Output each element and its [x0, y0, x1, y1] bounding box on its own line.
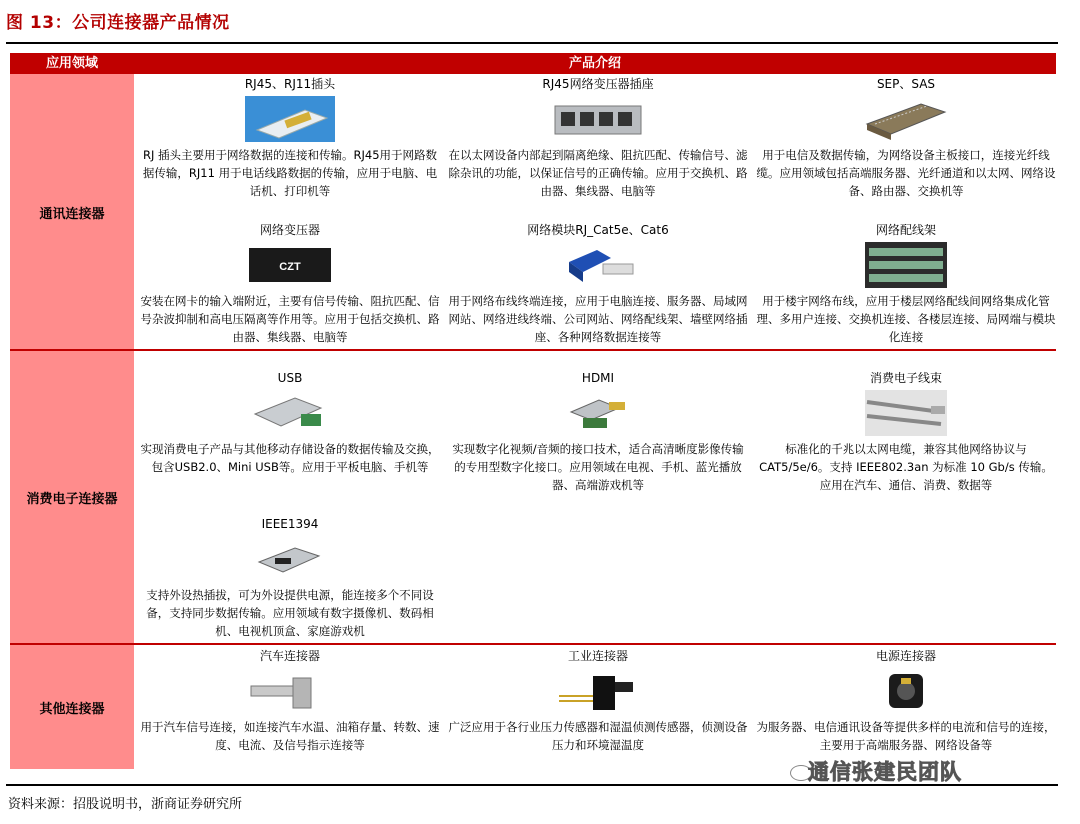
- product-name: SEP、SAS: [876, 77, 936, 91]
- product-description: 用于汽车信号连接，如连接汽车水温、油箱存量、转数、速度、电流、及信号指示连接等: [140, 720, 440, 752]
- product-description: 用于网络布线终端连接，应用于电脑连接、服务器、局域网网站、网络进线终端、公司网站、网络配线架、墙壁网络插座、各种网络数据连接等: [448, 294, 748, 344]
- product-name: 电源连接器: [875, 649, 936, 663]
- product-description: 在以太网设备内部起到隔离绝缘、阻抗匹配、传输信号、滤除杂讯的功能，以保证信号的正确传输。应用于交换机、路由器、集线器、电脑等: [448, 148, 748, 198]
- row-separator: [10, 349, 1056, 351]
- product-power-connector: [756, 648, 1056, 754]
- product-name: 消费电子线束: [869, 371, 942, 385]
- category-consumer: 消费电子连接器: [10, 351, 134, 644]
- product-name: 工业连接器: [567, 649, 628, 663]
- hdmi-connector-photo-icon: [553, 390, 643, 436]
- product-description: 为服务器、电信通讯设备等提供多样的电流和信号的连接，主要用于高端服务器、网络设备等: [756, 720, 1056, 752]
- ieee1394-connector-photo-icon: [245, 536, 335, 582]
- industrial-connector-photo-icon: [553, 668, 643, 714]
- header-domain: 应用领域: [45, 56, 98, 71]
- product-cable-harness: [756, 370, 1056, 494]
- product-ieee1394: [140, 516, 440, 640]
- product-sep-sas: [756, 76, 1056, 200]
- watermark: 通信张建民团队: [808, 760, 962, 784]
- product-description: 安装在网卡的输入端附近，主要有信号传输、阻抗匹配、信号杂波抑制和高电压隔离等作用等。应用于包括交换机、路由器、集线器、电脑等: [140, 294, 440, 344]
- product-description: 用于楼宇网络布线，应用于楼层网络配线间网络集成化管理、多用户连接、交换机连接、各楼层连接、局网端与模块化连接: [756, 294, 1056, 344]
- rj45-transformer-socket-photo-icon: [553, 96, 643, 142]
- category-other: 其他连接器: [10, 645, 134, 769]
- product-name: 汽车连接器: [259, 649, 320, 663]
- product-description: RJ 插头主要用于网络数据的连接和传输。RJ45用于网路数据传输，RJ11 用于电话线路数据的传输，应用于电脑、电话机、打印机等: [142, 148, 438, 198]
- product-description: 广泛应用于各行业压力传感器和湿温侦测传感器，侦测设备压力和环境湿温度: [448, 720, 748, 752]
- product-automotive-connector: [140, 648, 440, 754]
- product-name: 网络变压器: [259, 223, 320, 237]
- top-rule: [6, 42, 1058, 44]
- figure-title: 图 13：公司连接器产品情况: [6, 13, 230, 33]
- product-name: IEEE1394: [261, 517, 319, 531]
- product-network-module: [448, 222, 748, 346]
- product-rj45-rj11-plug: [140, 76, 440, 200]
- product-hdmi: [448, 370, 748, 494]
- cable-harness-photo-icon: [861, 390, 951, 436]
- product-network-transformer: [140, 222, 440, 346]
- network-module-photo-icon: [553, 242, 643, 288]
- automotive-connector-photo-icon: [245, 668, 335, 714]
- usb-connector-photo-icon: [245, 390, 335, 436]
- product-description: 实现消费电子产品与其他移动存储设备的数据传输及交换，包含USB2.0、Mini USB等。应用于平板电脑、手机等: [140, 442, 440, 474]
- product-industrial-connector: [448, 648, 748, 754]
- category-telecom: 通讯连接器: [10, 74, 134, 350]
- product-description: 用于电信及数据传输，为网络设备主板接口，连接光纤线缆。应用领域包括高端服务器、光纤通道和以太网、网络设备、路由器、交换机等: [756, 148, 1056, 198]
- sep-sas-connector-photo-icon: [861, 96, 951, 142]
- product-rj45-transformer-socket: [448, 76, 748, 200]
- product-patch-panel: [756, 222, 1056, 346]
- product-name: HDMI: [581, 371, 615, 385]
- source-note: 资料来源：招股说明书，浙商证券研究所: [8, 797, 243, 812]
- product-name: RJ45网络变压器插座: [542, 77, 654, 91]
- product-description: 实现数字化视频/音频的接口技术，适合高清晰度影像传输的专用型数字化接口。应用领域在电视、手机、蓝光播放器、高端游戏机等: [452, 442, 744, 492]
- network-transformer-photo-icon: [245, 242, 335, 288]
- power-connector-photo-icon: [861, 668, 951, 714]
- chip-label: CZT: [279, 261, 301, 273]
- header-products: 产品介绍: [568, 56, 621, 71]
- patch-panel-photo-icon: [861, 242, 951, 288]
- product-name: USB: [277, 371, 303, 385]
- table-header: [10, 53, 1056, 74]
- product-name: 网络配线架: [875, 223, 936, 237]
- product-usb: [140, 370, 440, 476]
- rj45-plug-photo-icon: [245, 96, 335, 142]
- row-separator: [10, 643, 1056, 645]
- product-description: 支持外设热插拔，可为外设提供电源，能连接多个不同设备，支持同步数据传输。应用领域有数字摄像机、数码相机、电视机顶盒、家庭游戏机: [146, 588, 434, 638]
- product-description: 标准化的千兆以太网电缆，兼容其他网络协议与CAT5/5e/6。支持 IEEE802.3an 为标准 10 Gb/s 传输。应用在汽车、通信、消费、数据等: [759, 442, 1053, 492]
- product-name: RJ45、RJ11插头: [244, 77, 336, 91]
- product-name: 网络模块RJ_Cat5e、Cat6: [527, 223, 669, 237]
